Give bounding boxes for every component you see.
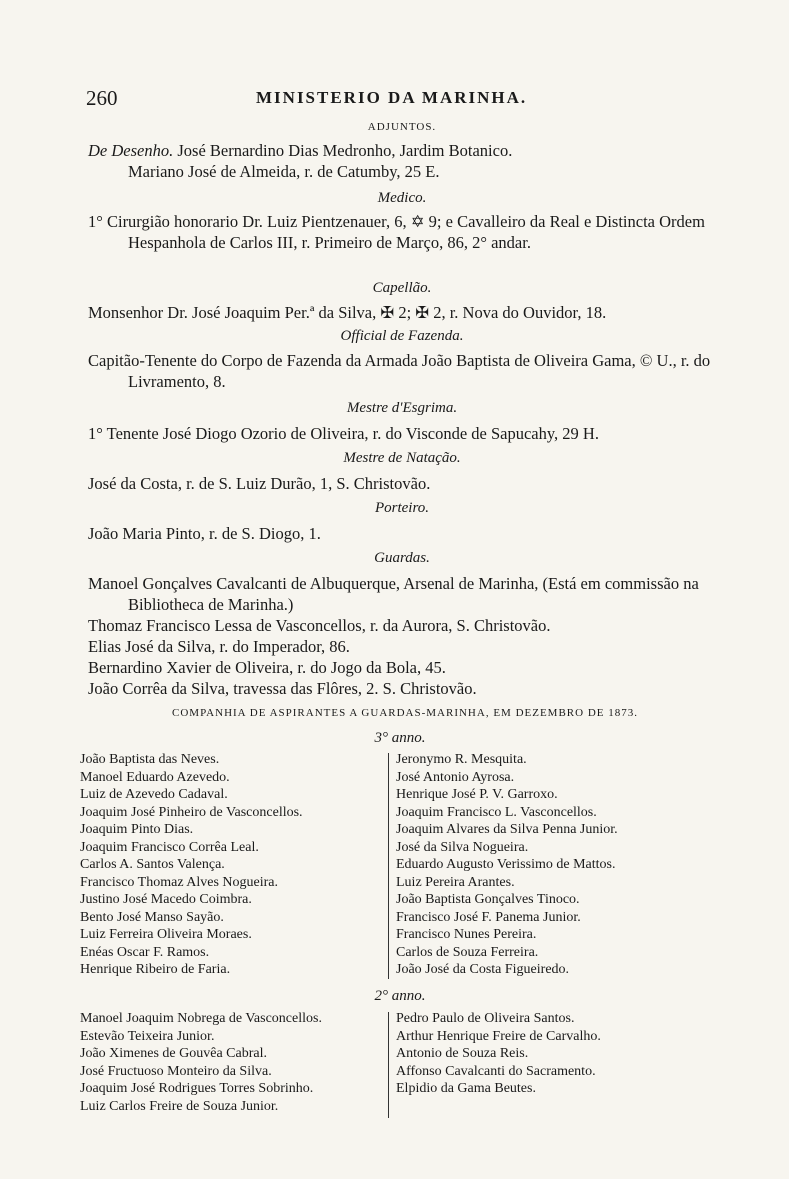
- guardas-list: [88, 573, 716, 699]
- list-item: Joaquim José Pinheiro de Vasconcellos.: [80, 804, 303, 820]
- anno3-right-column: [396, 751, 716, 979]
- list-item: Francisco Nunes Pereira.: [396, 927, 537, 942]
- medico-heading: Medico.: [377, 190, 427, 206]
- guarda-entry: Manoel Gonçalves Cavalcanti de Albuquerque, Arsenal de Marinha, (Está em commissão na Bibliotheca de Marinha.): [88, 574, 699, 614]
- guarda-entry: Bernardino Xavier de Oliveira, r. do Jogo da Bola, 45.: [88, 658, 446, 677]
- anno2-right-column: [396, 1010, 716, 1098]
- list-item: José da Silva Nogueira.: [396, 839, 529, 855]
- list-item: Carlos A. Santos Valença.: [80, 857, 225, 872]
- list-item: Joaquim José Rodrigues Torres Sobrinho.: [80, 1081, 314, 1096]
- fazenda-entry: Capitão-Tenente do Corpo de Fazenda da Armada João Baptista de Oliveira Gama, © U., r. do Livramento, 8.: [88, 351, 711, 391]
- guarda-entry: João Corrêa da Silva, travessa das Flôres, 2. S. Christovão.: [88, 679, 477, 698]
- list-item: Francisco José F. Panema Junior.: [396, 909, 581, 925]
- running-title: MINISTERIO DA MARINHA.: [256, 88, 528, 107]
- list-item: Pedro Paulo de Oliveira Santos.: [396, 1011, 575, 1026]
- list-item: Henrique José P. V. Garroxo.: [396, 787, 558, 802]
- medico-entry: 1° Cirurgião honorario Dr. Luiz Pientzenauer, 6, ✡ 9; e Cavalleiro da Real e Distincta Ordem Hespanhola de Carlos III, r. Primeiro de Março, 86, 2° andar.: [88, 212, 705, 252]
- list-item: Arthur Henrique Freire de Carvalho.: [396, 1028, 601, 1044]
- list-item: Joaquim Francisco L. Vasconcellos.: [396, 804, 597, 820]
- guarda-entry: Elias José da Silva, r. do Imperador, 86.: [88, 637, 350, 656]
- porteiro-entry: João Maria Pinto, r. de S. Diogo, 1.: [88, 524, 321, 543]
- list-item: Elpidio da Gama Beutes.: [396, 1081, 536, 1096]
- list-item: Antonio de Souza Reis.: [396, 1046, 529, 1061]
- list-item: João Ximenes de Gouvêa Cabral.: [80, 1046, 267, 1061]
- list-item: Luiz de Azevedo Cadaval.: [80, 787, 228, 802]
- list-item: Bento José Manso Sayão.: [80, 909, 224, 925]
- list-item: Luiz Pereira Arantes.: [396, 874, 515, 890]
- anno2-label: 2° anno.: [374, 988, 426, 1004]
- list-item: Joaquim Pinto Dias.: [80, 822, 194, 837]
- page-number: 260: [86, 86, 118, 110]
- desenho-line2: Mariano José de Almeida, r. de Catumby, 25 E.: [128, 162, 440, 181]
- page-header: [86, 86, 726, 112]
- companhia-heading: COMPANHIA DE ASPIRANTES A GUARDAS-MARINHA, EM DEZEMBRO DE 1873.: [172, 707, 638, 719]
- capellao-entry: Monsenhor Dr. José Joaquim Per.ª da Silva, ✠ 2; ✠ 2, r. Nova do Ouvidor, 18.: [88, 303, 607, 322]
- list-item: Luiz Ferreira Oliveira Moraes.: [80, 927, 252, 942]
- list-item: Francisco Thomaz Alves Nogueira.: [80, 874, 279, 890]
- anno3-label: 3° anno.: [374, 730, 426, 746]
- list-item: Luiz Carlos Freire de Souza Junior.: [80, 1098, 279, 1114]
- column-divider: [388, 1012, 389, 1118]
- list-item: Henrique Ribeiro de Faria.: [80, 962, 231, 977]
- natacao-entry: José da Costa, r. de S. Luiz Durão, 1, S. Christovão.: [88, 474, 431, 493]
- desenho-line1: José Bernardino Dias Medronho, Jardim Botanico.: [177, 141, 513, 160]
- guardas-heading: Guardas.: [374, 550, 430, 566]
- list-item: José Fructuoso Monteiro da Silva.: [80, 1063, 272, 1079]
- anno3-left-column: [80, 751, 388, 979]
- list-item: João José da Costa Figueiredo.: [396, 962, 570, 977]
- desenho-label: De Desenho.: [88, 141, 174, 160]
- list-item: Justino José Macedo Coimbra.: [80, 892, 252, 907]
- anno3-columns: [80, 751, 720, 981]
- list-item: Joaquim Alvares da Silva Penna Junior.: [396, 822, 618, 837]
- list-item: João Baptista Gonçalves Tinoco.: [396, 892, 580, 907]
- capellao-heading: Capellão.: [372, 280, 432, 296]
- list-item: Joaquim Francisco Corrêa Leal.: [80, 839, 259, 855]
- list-item: Manoel Eduardo Azevedo.: [80, 769, 230, 785]
- list-item: Enéas Oscar F. Ramos.: [80, 944, 210, 960]
- list-item: José Antonio Ayrosa.: [396, 769, 515, 785]
- list-item: Carlos de Souza Ferreira.: [396, 944, 539, 960]
- esgrima-entry: 1° Tenente José Diogo Ozorio de Oliveira, r. do Visconde de Sapucahy, 29 H.: [88, 424, 599, 443]
- list-item: Jeronymo R. Mesquita.: [396, 752, 527, 767]
- list-item: João Baptista das Neves.: [80, 752, 220, 767]
- guarda-entry: Thomaz Francisco Lessa de Vasconcellos, r. da Aurora, S. Christovão.: [88, 616, 551, 635]
- adjuntos-desenho: [88, 140, 716, 182]
- list-item: Affonso Cavalcanti do Sacramento.: [396, 1063, 596, 1079]
- adjuntos-heading: ADJUNTOS.: [367, 121, 437, 133]
- list-item: Estevão Teixeira Junior.: [80, 1028, 215, 1044]
- list-item: Manoel Joaquim Nobrega de Vasconcellos.: [80, 1011, 322, 1026]
- esgrima-heading: Mestre d'Esgrima.: [346, 400, 458, 416]
- column-divider: [388, 753, 389, 979]
- anno2-left-column: [80, 1010, 388, 1115]
- porteiro-heading: Porteiro.: [374, 500, 430, 516]
- list-item: Eduardo Augusto Verissimo de Mattos.: [396, 857, 616, 872]
- fazenda-heading: Official de Fazenda.: [340, 328, 464, 344]
- anno2-columns: [80, 1010, 720, 1120]
- natacao-heading: Mestre de Natação.: [343, 450, 461, 466]
